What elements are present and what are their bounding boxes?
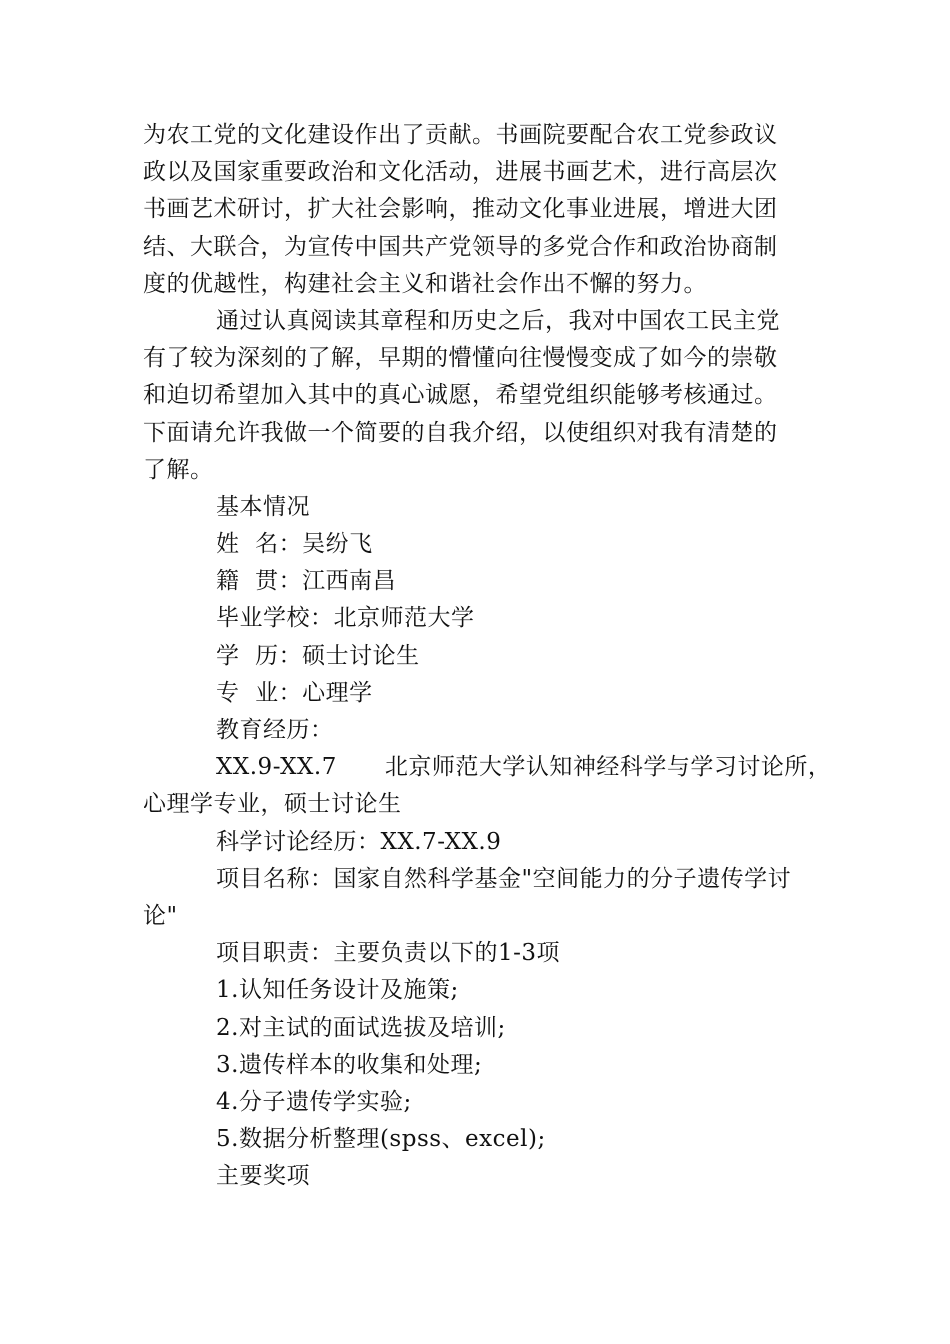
education-heading: 教育经历： — [216, 717, 334, 743]
name-field: 姓 名：吴纷飞 — [216, 531, 373, 558]
school-field: 毕业学校：北京师范大学 — [216, 605, 475, 632]
duty-item-3: 3.遗传样本的收集和处理; — [216, 1051, 483, 1078]
education-institution: 北京师范大学认知神经科学与学习讨论所， — [384, 754, 832, 781]
duty-item-2: 2.对主试的面试选拔及培训; — [216, 1014, 506, 1041]
duty-item-4: 4.分子遗传学实验; — [216, 1088, 412, 1115]
paragraph-2-line-4: 下面请允许我做一个简要的自我介绍，以使组织对我有清楚的 — [143, 419, 778, 446]
education-entry — [143, 749, 832, 786]
major-field: 专 业：心理学 — [216, 679, 373, 706]
degree-field: 学 历：硕士讨论生 — [216, 642, 420, 669]
document-page — [143, 117, 832, 1195]
paragraph-2-line-1: 通过认真阅读其章程和历史之后，我对中国农工民主党 — [216, 307, 780, 334]
research-experience: 科学讨论经历：XX.7-XX.9 — [216, 828, 502, 855]
paragraph-1-line-1: 为农工党的文化建设作出了贡献。书画院要配合农工党参政议 — [143, 122, 778, 148]
education-continuation: 心理学专业，硕士讨论生 — [143, 791, 402, 818]
project-name-line-2: 论" — [143, 902, 178, 929]
hometown-field: 籍 贯：江西南昌 — [216, 568, 397, 595]
project-duties: 项目职责：主要负责以下的1-3项 — [216, 940, 561, 967]
paragraph-1-line-4: 结、大联合，为宣传中国共产党领导的多党合作和政治协商制 — [143, 233, 778, 260]
paragraph-2-line-3: 和迫切希望加入其中的真心诚愿，希望党组织能够考核通过。 — [143, 382, 778, 409]
paragraph-1-line-2: 政以及国家重要政治和文化活动，进展书画艺术，进行高层次 — [143, 159, 778, 186]
awards-heading: 主要奖项 — [216, 1163, 310, 1190]
duty-item-1: 1.认知任务设计及施策; — [216, 977, 459, 1004]
paragraph-1-line-5: 度的优越性，构建社会主义和谐社会作出不懈的努力。 — [143, 270, 707, 297]
paragraph-2-line-5: 了解。 — [143, 456, 214, 483]
duty-item-5: 5.数据分析整理(spss、excel); — [216, 1126, 546, 1153]
paragraph-1-line-3: 书画艺术研讨，扩大社会影响，推动文化事业进展，增进大团 — [143, 196, 778, 223]
paragraph-2-line-2: 有了较为深刻的了解，早期的懵懂向往慢慢变成了如今的崇敬 — [143, 345, 778, 372]
basic-info-heading: 基本情况 — [216, 493, 310, 520]
education-period: XX.9-XX.7 — [216, 754, 337, 781]
project-name-line-1: 项目名称：国家自然科学基金"空间能力的分子遗传学讨 — [216, 865, 792, 892]
